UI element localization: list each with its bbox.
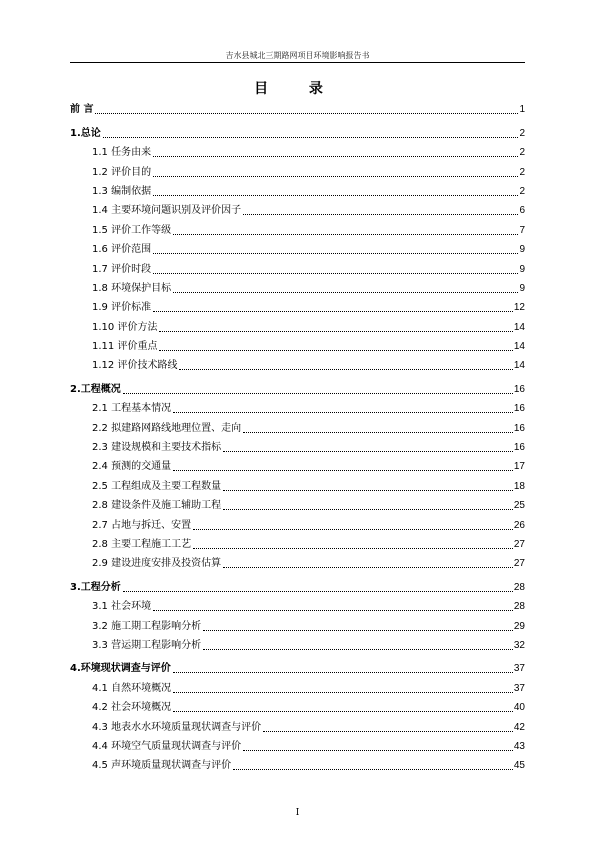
toc-section-entry[interactable] bbox=[70, 396, 525, 415]
toc-section-entry[interactable] bbox=[70, 295, 525, 314]
toc-entry-page: 14 bbox=[513, 341, 525, 353]
toc-section-entry[interactable] bbox=[70, 734, 525, 753]
toc-dot-leader bbox=[193, 529, 513, 530]
toc-entry-label: 1.总论 bbox=[70, 127, 101, 139]
toc-entry-page: 27 bbox=[513, 538, 525, 550]
toc-dot-leader bbox=[173, 412, 513, 413]
toc-entry-label: 1.7 评价时段 bbox=[92, 263, 152, 275]
toc-entry-label: 1.3 编制依据 bbox=[92, 185, 152, 197]
toc-dot-leader bbox=[95, 113, 518, 114]
toc-entry-label: 1.9 评价标准 bbox=[92, 302, 152, 314]
toc-dot-leader bbox=[203, 649, 513, 650]
toc-dot-leader bbox=[173, 470, 513, 471]
toc-entry-label: 2.2 拟建路网路线地理位置、走向 bbox=[92, 422, 242, 434]
toc-entry-page: 43 bbox=[513, 740, 525, 752]
toc-entry-page: 26 bbox=[513, 519, 525, 531]
toc-section-entry[interactable] bbox=[70, 353, 525, 372]
toc-section-entry[interactable] bbox=[70, 594, 525, 613]
toc-entry-label: 1.4 主要环境问题识别及评价因子 bbox=[92, 205, 242, 217]
toc-entry-page: 16 bbox=[513, 403, 525, 415]
toc-entry-label: 1.1 任务由来 bbox=[92, 147, 152, 159]
toc-dot-leader bbox=[243, 214, 518, 215]
toc-entry-page: 17 bbox=[513, 461, 525, 473]
toc-chapter-entry[interactable] bbox=[70, 656, 525, 675]
toc-dot-leader bbox=[223, 451, 513, 452]
toc-dot-leader bbox=[153, 610, 513, 611]
toc-dot-leader bbox=[243, 750, 513, 751]
toc-dot-leader bbox=[173, 292, 518, 293]
toc-entry-page: 7 bbox=[519, 224, 525, 236]
toc-section-entry[interactable] bbox=[70, 159, 525, 178]
toc-dot-leader bbox=[153, 176, 518, 177]
toc-entry-page: 14 bbox=[513, 321, 525, 333]
toc-title: 目 录 bbox=[254, 81, 341, 97]
toc-dot-leader bbox=[153, 156, 518, 157]
toc-entry-page: 9 bbox=[519, 282, 525, 294]
toc-section-entry[interactable] bbox=[70, 512, 525, 531]
toc-entry-page: 6 bbox=[519, 205, 525, 217]
toc-dot-leader bbox=[223, 509, 513, 510]
toc-entry-page: 42 bbox=[513, 721, 525, 733]
toc-entry-page: 28 bbox=[513, 601, 525, 613]
toc-dot-leader bbox=[179, 369, 512, 370]
toc-entry-label: 3.工程分析 bbox=[70, 581, 121, 593]
toc-entry-label: 1.2 评价目的 bbox=[92, 166, 152, 178]
toc-entry-label: 2.1 工程基本情况 bbox=[92, 403, 172, 415]
toc-entry-label: 4.5 声环境质量现状调查与评价 bbox=[92, 760, 232, 772]
toc-entry-page: 2 bbox=[519, 147, 525, 159]
toc-entry-label: 4.环境现状调查与评价 bbox=[70, 663, 171, 675]
toc-section-entry[interactable] bbox=[70, 551, 525, 570]
toc-entry-page: 45 bbox=[513, 760, 525, 772]
toc-entry-page: 32 bbox=[513, 639, 525, 651]
toc-entry-page: 2 bbox=[519, 166, 525, 178]
toc-section-entry[interactable] bbox=[70, 753, 525, 772]
toc-section-entry[interactable] bbox=[70, 256, 525, 275]
page-number: I bbox=[295, 808, 300, 818]
toc-dot-leader bbox=[173, 711, 513, 712]
toc-entry-label: 前 言 bbox=[70, 104, 94, 116]
toc-dot-leader bbox=[233, 769, 513, 770]
toc-dot-leader bbox=[243, 432, 513, 433]
toc-section-entry[interactable] bbox=[70, 314, 525, 333]
toc-section-entry[interactable] bbox=[70, 415, 525, 434]
table-of-contents bbox=[70, 97, 525, 772]
toc-dot-leader bbox=[223, 490, 513, 491]
toc-section-entry[interactable] bbox=[70, 276, 525, 295]
toc-entry-label: 1.10 评价方法 bbox=[92, 321, 158, 333]
toc-dot-leader bbox=[193, 548, 513, 549]
toc-section-entry[interactable] bbox=[70, 454, 525, 473]
toc-dot-leader bbox=[203, 630, 513, 631]
toc-entry-label: 1.5 评价工作等级 bbox=[92, 224, 172, 236]
toc-entry-label: 4.3 地表水水环境质量现状调查与评价 bbox=[92, 721, 262, 733]
toc-entry-label: 1.12 评价技术路线 bbox=[92, 360, 178, 372]
toc-dot-leader bbox=[153, 311, 513, 312]
toc-entry-page: 16 bbox=[513, 422, 525, 434]
toc-section-entry[interactable] bbox=[70, 435, 525, 454]
toc-entry-label: 2.工程概况 bbox=[70, 383, 121, 395]
toc-entry-page: 12 bbox=[513, 302, 525, 314]
toc-entry-label: 4.2 社会环境概况 bbox=[92, 702, 172, 714]
toc-entry-label: 1.11 评价重点 bbox=[92, 341, 158, 353]
toc-entry-label: 4.1 自然环境概况 bbox=[92, 682, 172, 694]
toc-entry-page: 16 bbox=[513, 442, 525, 454]
toc-dot-leader bbox=[123, 591, 513, 592]
toc-entry-page: 2 bbox=[519, 127, 525, 139]
toc-entry-label: 2.9 建设进度安排及投资估算 bbox=[92, 558, 222, 570]
toc-entry-page: 25 bbox=[513, 500, 525, 512]
toc-dot-leader bbox=[153, 195, 518, 196]
toc-entry-page: 14 bbox=[513, 360, 525, 372]
toc-entry-page: 29 bbox=[513, 620, 525, 632]
toc-entry-page: 9 bbox=[519, 244, 525, 256]
toc-dot-leader bbox=[173, 692, 513, 693]
toc-entry-label: 2.4 预测的交通量 bbox=[92, 461, 172, 473]
toc-section-entry[interactable] bbox=[70, 179, 525, 198]
toc-dot-leader bbox=[173, 672, 513, 673]
toc-chapter-entry[interactable] bbox=[70, 97, 525, 116]
header-rule bbox=[70, 62, 525, 63]
toc-section-entry[interactable] bbox=[70, 217, 525, 236]
toc-entry-page: 9 bbox=[519, 263, 525, 275]
toc-entry-page: 27 bbox=[513, 558, 525, 570]
toc-dot-leader bbox=[263, 731, 513, 732]
toc-section-entry[interactable] bbox=[70, 714, 525, 733]
toc-entry-label: 2.7 占地与拆迁、安置 bbox=[92, 519, 192, 531]
toc-section-entry[interactable] bbox=[70, 140, 525, 159]
toc-dot-leader bbox=[123, 393, 513, 394]
toc-entry-page: 1 bbox=[519, 104, 525, 116]
toc-section-entry[interactable] bbox=[70, 532, 525, 551]
toc-entry-label: 3.3 营运期工程影响分析 bbox=[92, 639, 202, 651]
toc-section-entry[interactable] bbox=[70, 334, 525, 353]
toc-dot-leader bbox=[103, 137, 519, 138]
toc-entry-label: 4.4 环境空气质量现状调查与评价 bbox=[92, 740, 242, 752]
toc-entry-label: 3.1 社会环境 bbox=[92, 601, 152, 613]
toc-entry-page: 28 bbox=[513, 581, 525, 593]
toc-entry-label: 2.5 工程组成及主要工程数量 bbox=[92, 480, 222, 492]
toc-chapter-entry[interactable] bbox=[70, 120, 525, 139]
toc-dot-leader bbox=[153, 273, 518, 274]
page-header: 吉水县城北三期路网项目环境影响报告书 bbox=[225, 51, 370, 60]
toc-entry-page: 2 bbox=[519, 185, 525, 197]
toc-entry-page: 37 bbox=[513, 663, 525, 675]
toc-section-entry[interactable] bbox=[70, 493, 525, 512]
toc-section-entry[interactable] bbox=[70, 473, 525, 492]
toc-section-entry[interactable] bbox=[70, 675, 525, 694]
toc-entry-page: 37 bbox=[513, 682, 525, 694]
toc-dot-leader bbox=[173, 234, 518, 235]
toc-section-entry[interactable] bbox=[70, 198, 525, 217]
toc-entry-label: 2.3 建设规模和主要技术指标 bbox=[92, 442, 222, 454]
toc-entry-page: 16 bbox=[513, 383, 525, 395]
toc-dot-leader bbox=[159, 350, 512, 351]
toc-chapter-entry[interactable] bbox=[70, 574, 525, 593]
toc-chapter-entry[interactable] bbox=[70, 376, 525, 395]
toc-entry-label: 1.6 评价范围 bbox=[92, 244, 152, 256]
toc-section-entry[interactable] bbox=[70, 237, 525, 256]
toc-dot-leader bbox=[153, 253, 518, 254]
toc-section-entry[interactable] bbox=[70, 695, 525, 714]
toc-entry-page: 18 bbox=[513, 480, 525, 492]
toc-dot-leader bbox=[159, 331, 512, 332]
toc-entry-page: 40 bbox=[513, 702, 525, 714]
toc-entry-label: 1.8 环境保护目标 bbox=[92, 282, 172, 294]
toc-entry-label: 2.8 主要工程施工工艺 bbox=[92, 538, 192, 550]
toc-entry-label: 2.8 建设条件及施工辅助工程 bbox=[92, 500, 222, 512]
toc-dot-leader bbox=[223, 567, 513, 568]
toc-section-entry[interactable] bbox=[70, 633, 525, 652]
toc-section-entry[interactable] bbox=[70, 613, 525, 632]
toc-entry-label: 3.2 施工期工程影响分析 bbox=[92, 620, 202, 632]
